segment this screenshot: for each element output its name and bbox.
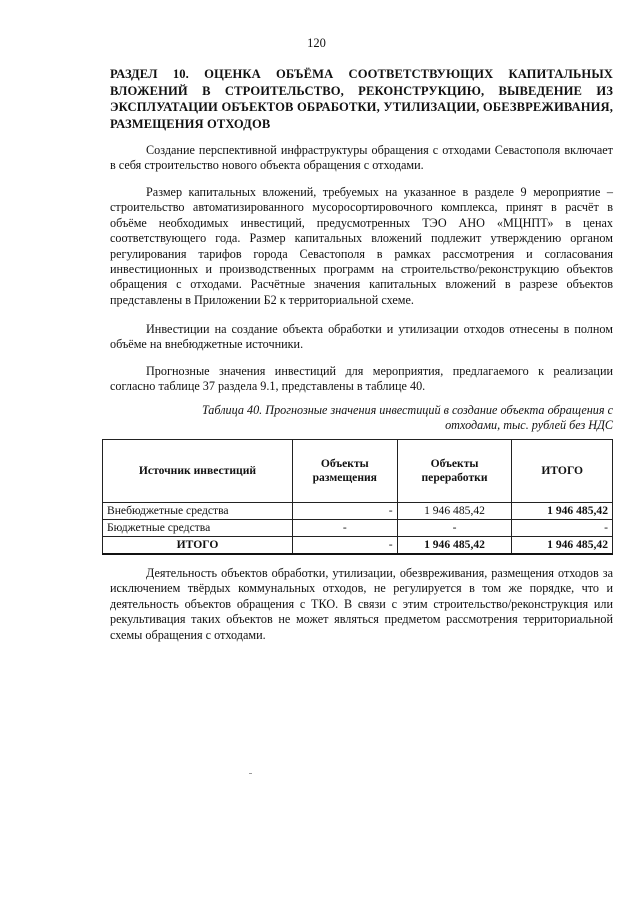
investment-table	[102, 439, 613, 555]
row-processing: -	[397, 520, 512, 537]
header-placement: Объекты размещения	[292, 440, 397, 503]
table-header-row	[103, 440, 613, 503]
paragraph-activity: Деятельность объектов обработки, утилизации, обезвреживания, размещения отходов за исключением твёрдых коммунальных отходов, не регулируется в том же порядке, что и деятельность объектов обращения с ТКО. В связи с этим строительство/реконструкция или рекультивация таких объектов не может являться предметом рассмотрения территориальной схемы обращения с отходами.	[110, 566, 613, 642]
table-caption: Таблица 40. Прогнозные значения инвестиций в создание объекта обращения с отходами, тыс. рублей без НДС	[201, 403, 613, 433]
table-row	[103, 520, 613, 537]
header-source: Источник инвестиций	[103, 440, 293, 503]
table-total-row	[103, 537, 613, 555]
paragraph-extrabudgetary: Инвестиции на создание объекта обработки и утилизации отходов отнесены в полном объёме на внебюджетные источники.	[110, 322, 613, 352]
header-processing: Объекты переработки	[397, 440, 512, 503]
row-placement: -	[292, 520, 397, 537]
row-processing: 1 946 485,42	[397, 503, 512, 520]
total-processing: 1 946 485,42	[397, 537, 512, 555]
header-total: ИТОГО	[512, 440, 613, 503]
page-number: 120	[307, 36, 326, 50]
row-source: Бюджетные средства	[103, 520, 293, 537]
row-total: -	[512, 520, 613, 537]
row-placement: -	[292, 503, 397, 520]
paragraph-forecast: Прогнозные значения инвестиций для мероприятия, предлагаемого к реализации согласно таблице 37 раздела 9.1, представлены в таблице 40.	[110, 364, 613, 394]
row-source: Внебюджетные средства	[103, 503, 293, 520]
total-total: 1 946 485,42	[512, 537, 613, 555]
paragraph-capital-investment: Размер капитальных вложений, требуемых на указанное в разделе 9 мероприятие – строительство автоматизированного мусоросортировочного комплекса, принят в расчёт в объёме необходимых инвестиций, предусмотренных ТЭО АНО «МЦНПТ» в ценах соответствующего года. Размер капитальных вложений подлежит утверждению органом регулирования тарифов города Севастополя в рамках рассмотрения и согласования инвестиционных и производственных программ на строительство/реконструкцию объектов обращения с отходами. Расчётные значения капитальных вложений в разрезе объектов представлены в Приложении Б2 к территориальной схеме.	[110, 185, 613, 307]
table-row	[103, 503, 613, 520]
section-heading: РАЗДЕЛ 10. ОЦЕНКА ОБЪЁМА СООТВЕТСТВУЮЩИХ КАПИТАЛЬНЫХ ВЛОЖЕНИЙ В СТРОИТЕЛЬСТВО, РЕКОНСТРУКЦИЮ, ВЫВЕДЕНИЕ ИЗ ЭКСПЛУАТАЦИИ ОБЪЕКТОВ ОБРАБОТКИ, УТИЛИЗАЦИИ, ОБЕЗВРЕЖИВАНИЯ, РАЗМЕЩЕНИЯ ОТХОДОВ	[110, 67, 613, 131]
scan-speck	[249, 773, 252, 774]
paragraph-infrastructure: Создание перспективной инфраструктуры обращения с отходами Севастополя включает в себя строительство нового объекта обращения с отходами.	[110, 143, 613, 173]
total-placement: -	[292, 537, 397, 555]
row-total: 1 946 485,42	[512, 503, 613, 520]
total-label: ИТОГО	[103, 537, 293, 555]
